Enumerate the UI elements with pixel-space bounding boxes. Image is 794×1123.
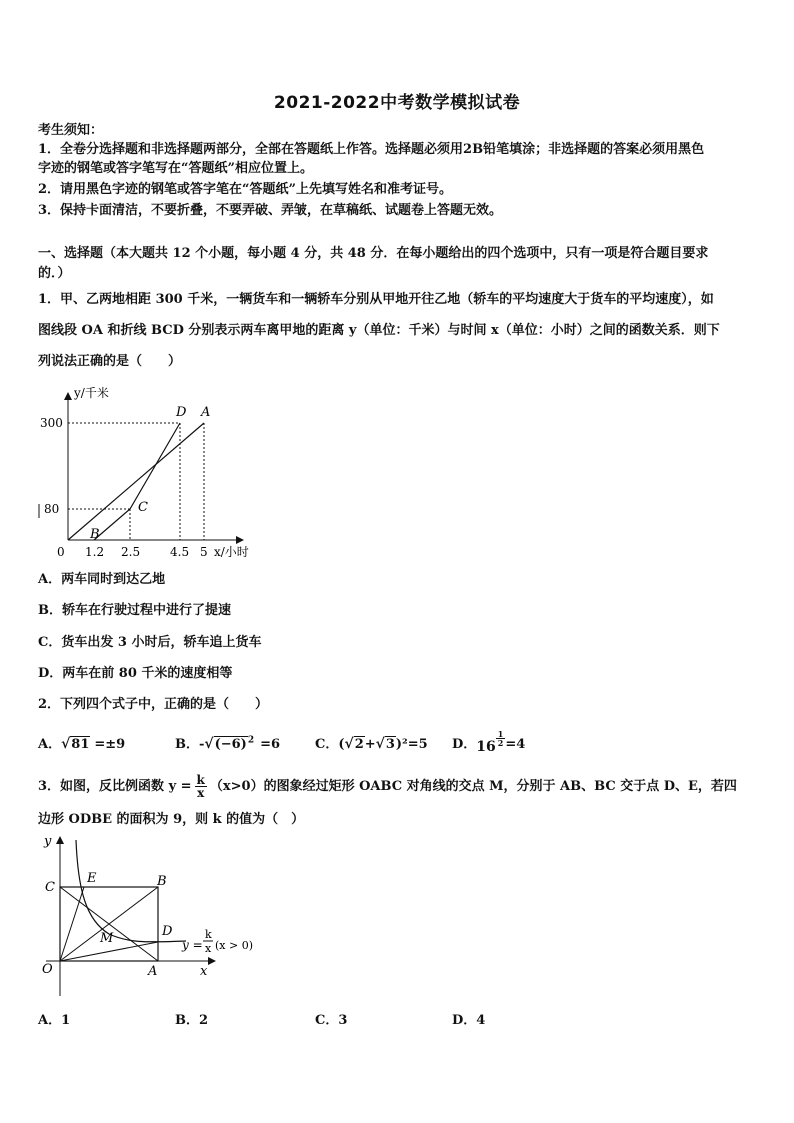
q3-func-den: x — [205, 942, 212, 955]
section-heading-cont: 的．） — [38, 266, 71, 281]
q3-label-o: O — [42, 962, 53, 977]
section-heading: 一、选择题（本大题共 12 个小题，每小题 4 分，共 48 分．在每小题给出的四个选项中，只有一项是符合题目要求 — [38, 246, 709, 261]
q1-polyline-bcd — [94, 423, 180, 540]
q2-option-b[interactable]: B．$-√(-6)^2 =6$ — [175, 735, 281, 752]
q1-x-label: x/小时 — [214, 545, 249, 559]
q1-tick-80: 80 — [44, 502, 60, 516]
q3-label-c: C — [45, 880, 55, 895]
q1-stem-line2: 图线段 OA 和折线 BCD 分别表示两车离甲地的距离 y（单位：千米）与时间 x（单位：小时）之间的函数关系．则下 — [38, 323, 720, 338]
q3-label-m: M — [100, 931, 114, 946]
notice-item-1-cont: 字迹的钢笔或答字笔写在“答题纸”相应位置上。 — [38, 161, 313, 176]
q3-stem-line1: 3．如图，反比例函数 y = $\frac{k}{x}$ （x>0）的图象经过矩形 OABC 对角线的交点 M，分别于 AB、BC 交于点 D、E，若四 — [38, 773, 737, 800]
page-title: 2021-2022中考数学模拟试卷 — [273, 93, 521, 113]
q2-stem: 2．下列四个式子中，正确的是（ ） — [38, 697, 269, 712]
q1-option-b[interactable]: B．轿车在行驶过程中进行了提速 — [38, 603, 231, 618]
q3-label-y: y — [44, 834, 52, 849]
q1-option-d[interactable]: D．两车在前 80 千米的速度相等 — [38, 666, 233, 681]
q3-stem-line2: 边形 ODBE 的面积为 9，则 k 的值为（ ） — [38, 812, 305, 827]
q1-stem-line3: 列说法正确的是（ ） — [38, 354, 182, 369]
notice-item-1: 1．全卷分选择题和非选择题两部分，全部在答题纸上作答。选择题必须用2B铅笔填涂；非选择题的答案必须用黑色 — [38, 142, 705, 157]
q3-segment-oe — [60, 887, 84, 961]
notice-item-2: 2．请用黑色字迹的钢笔或答字笔在“答题纸”上先填写姓名和准考证号。 — [38, 182, 453, 197]
q3-graph — [36, 830, 266, 1002]
q3-func-label: y = — [182, 938, 203, 952]
q3-label-d: D — [162, 924, 173, 939]
q1-tick-5: 5 — [200, 545, 208, 559]
q1-point-b: B — [90, 527, 100, 542]
q3-option-d[interactable]: D．4 — [452, 1013, 486, 1028]
q2-option-a[interactable]: A．√81 =±9 — [38, 736, 126, 752]
q1-stem-line1: 1．甲、乙两地相距 300 千米，一辆货车和一辆轿车分别从甲地开往乙地（轿车的平均速度大于货车的平均速度），如 — [38, 292, 714, 307]
q3-label-a: A — [148, 964, 158, 979]
q1-tick-1-2: 1.2 — [85, 545, 105, 559]
q1-tick-300: 300 — [40, 416, 63, 430]
notice-heading: 考生须知： — [38, 123, 104, 138]
q1-option-a[interactable]: A．两车同时到达乙地 — [38, 572, 166, 587]
q1-tick-4-5: 4.5 — [170, 545, 190, 559]
q1-graph — [30, 380, 270, 565]
q3-option-b[interactable]: B．2 — [175, 1013, 209, 1028]
q1-point-c: C — [138, 500, 148, 515]
q2-option-c[interactable]: C．(√2+√3)²=5 — [315, 736, 428, 752]
notice-item-3: 3．保持卡面清洁，不要折叠，不要弄破、弄皱，在草稿纸、试题卷上答题无效。 — [38, 203, 503, 218]
q3-label-e: E — [87, 871, 97, 886]
q3-option-c[interactable]: C．3 — [315, 1013, 348, 1028]
q3-label-b: B — [157, 874, 167, 889]
q3-option-a[interactable]: A．1 — [38, 1013, 71, 1028]
q1-tick-0: 0 — [57, 545, 65, 559]
q2-option-d[interactable]: D．16 $\frac{1}{2}$ =4 — [452, 729, 526, 755]
q1-point-a: A — [201, 405, 211, 420]
q1-point-d: D — [176, 405, 187, 420]
q3-func-cond: (x > 0) — [215, 939, 253, 952]
q1-segment-oa — [68, 423, 204, 540]
q1-option-c[interactable]: C．货车出发 3 小时后，轿车追上货车 — [38, 635, 262, 650]
q1-tick-2-5: 2.5 — [121, 545, 141, 559]
q1-y-label: y/千米 — [74, 386, 109, 400]
q3-label-x: x — [200, 964, 208, 979]
q3-func-num: k — [205, 928, 212, 941]
